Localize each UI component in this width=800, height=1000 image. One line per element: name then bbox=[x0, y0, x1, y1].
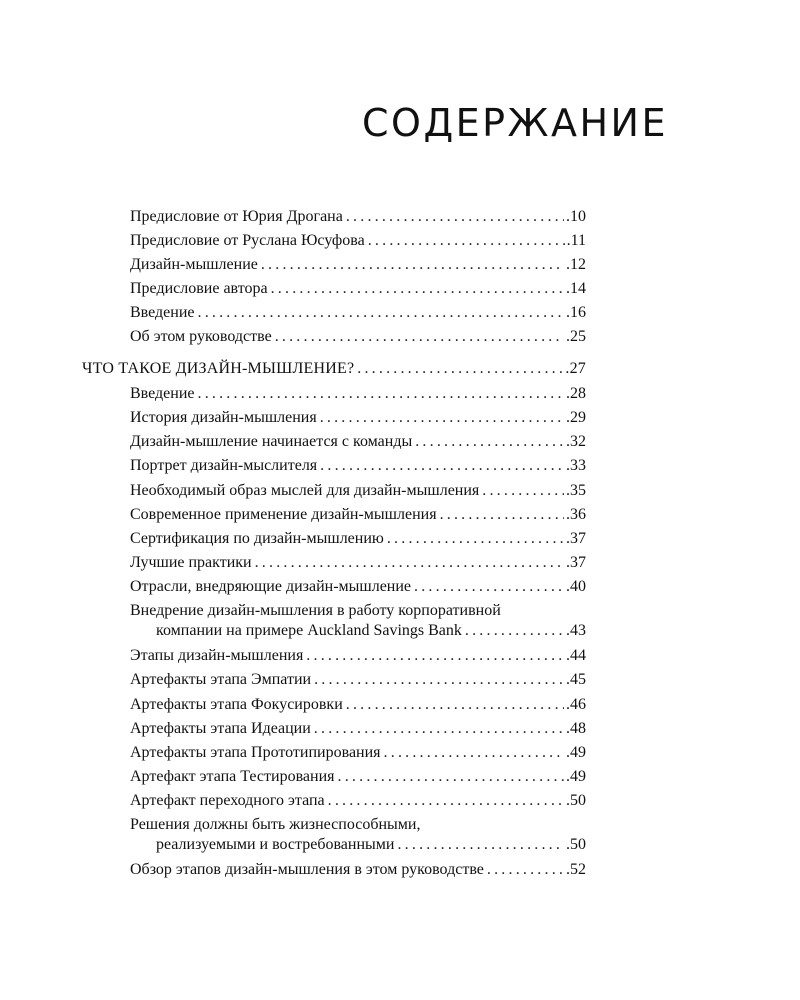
toc-page-number: .37 bbox=[566, 554, 586, 571]
toc-page-number: .52 bbox=[566, 861, 586, 878]
toc-entry[interactable] bbox=[130, 767, 586, 787]
toc-entry[interactable] bbox=[130, 207, 586, 227]
toc-entry-title: Этапы дизайн-мышления bbox=[130, 647, 304, 664]
toc-entry-title: Обзор этапов дизайн-мышления в этом руководстве bbox=[130, 861, 484, 878]
toc-entry[interactable] bbox=[130, 791, 586, 811]
dot-leader bbox=[346, 695, 564, 715]
dot-leader bbox=[271, 279, 564, 299]
toc-entry-title: Предисловие автора bbox=[130, 280, 268, 297]
toc-entry[interactable] bbox=[130, 553, 586, 573]
toc-entry-multiline[interactable] bbox=[130, 601, 586, 641]
toc-page-number: .50 bbox=[566, 792, 586, 809]
toc-entry-title: Необходимый образ мыслей для дизайн-мышления bbox=[130, 482, 480, 499]
dot-leader bbox=[465, 621, 564, 641]
dot-leader bbox=[415, 432, 564, 452]
toc-entry[interactable] bbox=[130, 408, 586, 428]
toc-page-number: .40 bbox=[566, 578, 586, 595]
toc-page-number: .28 bbox=[566, 385, 586, 402]
dot-leader bbox=[314, 670, 564, 690]
toc-section-title: ЧТО ТАКОЕ ДИЗАЙН-МЫШЛЕНИЕ? bbox=[82, 360, 355, 377]
page-title: СОДЕРЖАНИЕ bbox=[362, 101, 668, 145]
dot-leader bbox=[261, 255, 564, 275]
toc-entry[interactable] bbox=[130, 384, 586, 404]
toc-entry[interactable] bbox=[130, 577, 586, 597]
toc-page-number: .12 bbox=[566, 256, 586, 273]
toc-page-number: .25 bbox=[566, 328, 586, 345]
toc-entry-title: Современное применение дизайн-мышления bbox=[130, 506, 437, 523]
dot-leader bbox=[275, 327, 564, 347]
toc-entry-title: Об этом руководстве bbox=[130, 328, 272, 345]
dot-leader bbox=[397, 835, 564, 855]
dot-leader bbox=[320, 408, 564, 428]
dot-leader bbox=[346, 207, 564, 227]
toc-entry[interactable] bbox=[130, 719, 586, 739]
toc-entry[interactable] bbox=[130, 505, 586, 525]
toc-page-number: .45 bbox=[566, 671, 586, 688]
toc-page-number: .50 bbox=[566, 836, 586, 853]
dot-leader bbox=[320, 456, 564, 476]
toc-page-number: .16 bbox=[566, 304, 586, 321]
toc-entry-title: Внедрение дизайн-мышления в работу корпоративной bbox=[130, 602, 501, 619]
toc-page-number: .35 bbox=[566, 482, 586, 499]
toc-page-number: .37 bbox=[566, 530, 586, 547]
toc-entry-multiline[interactable] bbox=[130, 815, 586, 855]
dot-leader bbox=[414, 577, 564, 597]
toc-entry-title: Артефакт переходного этапа bbox=[130, 792, 325, 809]
toc-page-number: .36 bbox=[566, 506, 586, 523]
toc-entry[interactable] bbox=[130, 279, 586, 299]
dot-leader bbox=[482, 481, 564, 501]
toc-page-number: .10 bbox=[566, 208, 586, 225]
dot-leader bbox=[357, 359, 563, 379]
toc-entry-title-continuation: компании на примере Auckland Savings Bank bbox=[156, 622, 462, 639]
dot-leader bbox=[440, 505, 564, 525]
toc-page-number: .32 bbox=[566, 433, 586, 450]
toc-entry-title: Введение bbox=[130, 304, 195, 321]
toc-entry-title: Предисловие от Руслана Юсуфова bbox=[130, 232, 365, 249]
toc-entry-title: Введение bbox=[130, 385, 195, 402]
toc-entry[interactable] bbox=[130, 529, 586, 549]
toc-entry-title: История дизайн-мышления bbox=[130, 409, 317, 426]
toc-page-number: .11 bbox=[566, 232, 586, 249]
dot-leader bbox=[487, 860, 564, 880]
toc-entry-title: Дизайн-мышление bbox=[130, 256, 258, 273]
toc-entry[interactable] bbox=[130, 432, 586, 452]
toc-entry[interactable] bbox=[130, 481, 586, 501]
toc-entry-title-continuation: реализуемыми и востребованными bbox=[156, 836, 395, 853]
toc-entry[interactable] bbox=[130, 646, 586, 666]
toc-entry-title: Артефакты этапа Идеации bbox=[130, 720, 311, 737]
toc-entry[interactable] bbox=[130, 303, 586, 323]
toc-entry-title: Лучшие практики bbox=[130, 554, 252, 571]
toc-page-number: .27 bbox=[565, 360, 586, 377]
toc-page-number: .48 bbox=[566, 720, 586, 737]
dot-leader bbox=[384, 743, 564, 763]
dot-leader bbox=[338, 767, 564, 787]
toc-page-number: .49 bbox=[566, 768, 586, 785]
toc-entry[interactable] bbox=[130, 231, 586, 251]
toc-entry-title: Дизайн-мышление начинается с команды bbox=[130, 433, 413, 450]
toc-entry-title: Предисловие от Юрия Дрогана bbox=[130, 208, 343, 225]
toc-entry-title: Артефакты этапа Эмпатии bbox=[130, 671, 312, 688]
toc-entry[interactable] bbox=[130, 456, 586, 476]
toc-entry-title: Портрет дизайн-мыслителя bbox=[130, 457, 318, 474]
dot-leader bbox=[328, 791, 564, 811]
toc-entry-title: Решения должны быть жизнеспособными, bbox=[130, 816, 421, 833]
toc-entry-title: Артефакты этапа Фокусировки bbox=[130, 696, 343, 713]
toc-entry[interactable] bbox=[130, 670, 586, 690]
toc-page-number: .14 bbox=[566, 280, 586, 297]
toc-entry[interactable] bbox=[130, 327, 586, 347]
dot-leader bbox=[198, 384, 565, 404]
toc-entry-title: Артефакты этапа Прототипирования bbox=[130, 744, 381, 761]
dot-leader bbox=[255, 553, 564, 573]
toc-page-number: .43 bbox=[566, 622, 586, 639]
toc-entry-title: Отрасли, внедряющие дизайн-мышление bbox=[130, 578, 412, 595]
toc-entry-title: Сертификация по дизайн-мышлению bbox=[130, 530, 384, 547]
toc-entry[interactable] bbox=[130, 743, 586, 763]
toc-page-number: .33 bbox=[566, 457, 586, 474]
toc-section-heading[interactable] bbox=[82, 359, 586, 379]
dot-leader bbox=[368, 231, 565, 251]
dot-leader bbox=[314, 719, 564, 739]
toc-entry[interactable] bbox=[130, 695, 586, 715]
dot-leader bbox=[306, 646, 564, 666]
toc-entry[interactable] bbox=[130, 255, 586, 275]
dot-leader bbox=[387, 529, 564, 549]
toc-page-number: .29 bbox=[566, 409, 586, 426]
toc-entry-title: Артефакт этапа Тестирования bbox=[130, 768, 335, 785]
toc-entry[interactable] bbox=[130, 860, 586, 880]
toc-page-number: .44 bbox=[566, 647, 586, 664]
dot-leader bbox=[198, 303, 565, 323]
toc-page-number: .49 bbox=[566, 744, 586, 761]
toc-page-number: .46 bbox=[566, 696, 586, 713]
